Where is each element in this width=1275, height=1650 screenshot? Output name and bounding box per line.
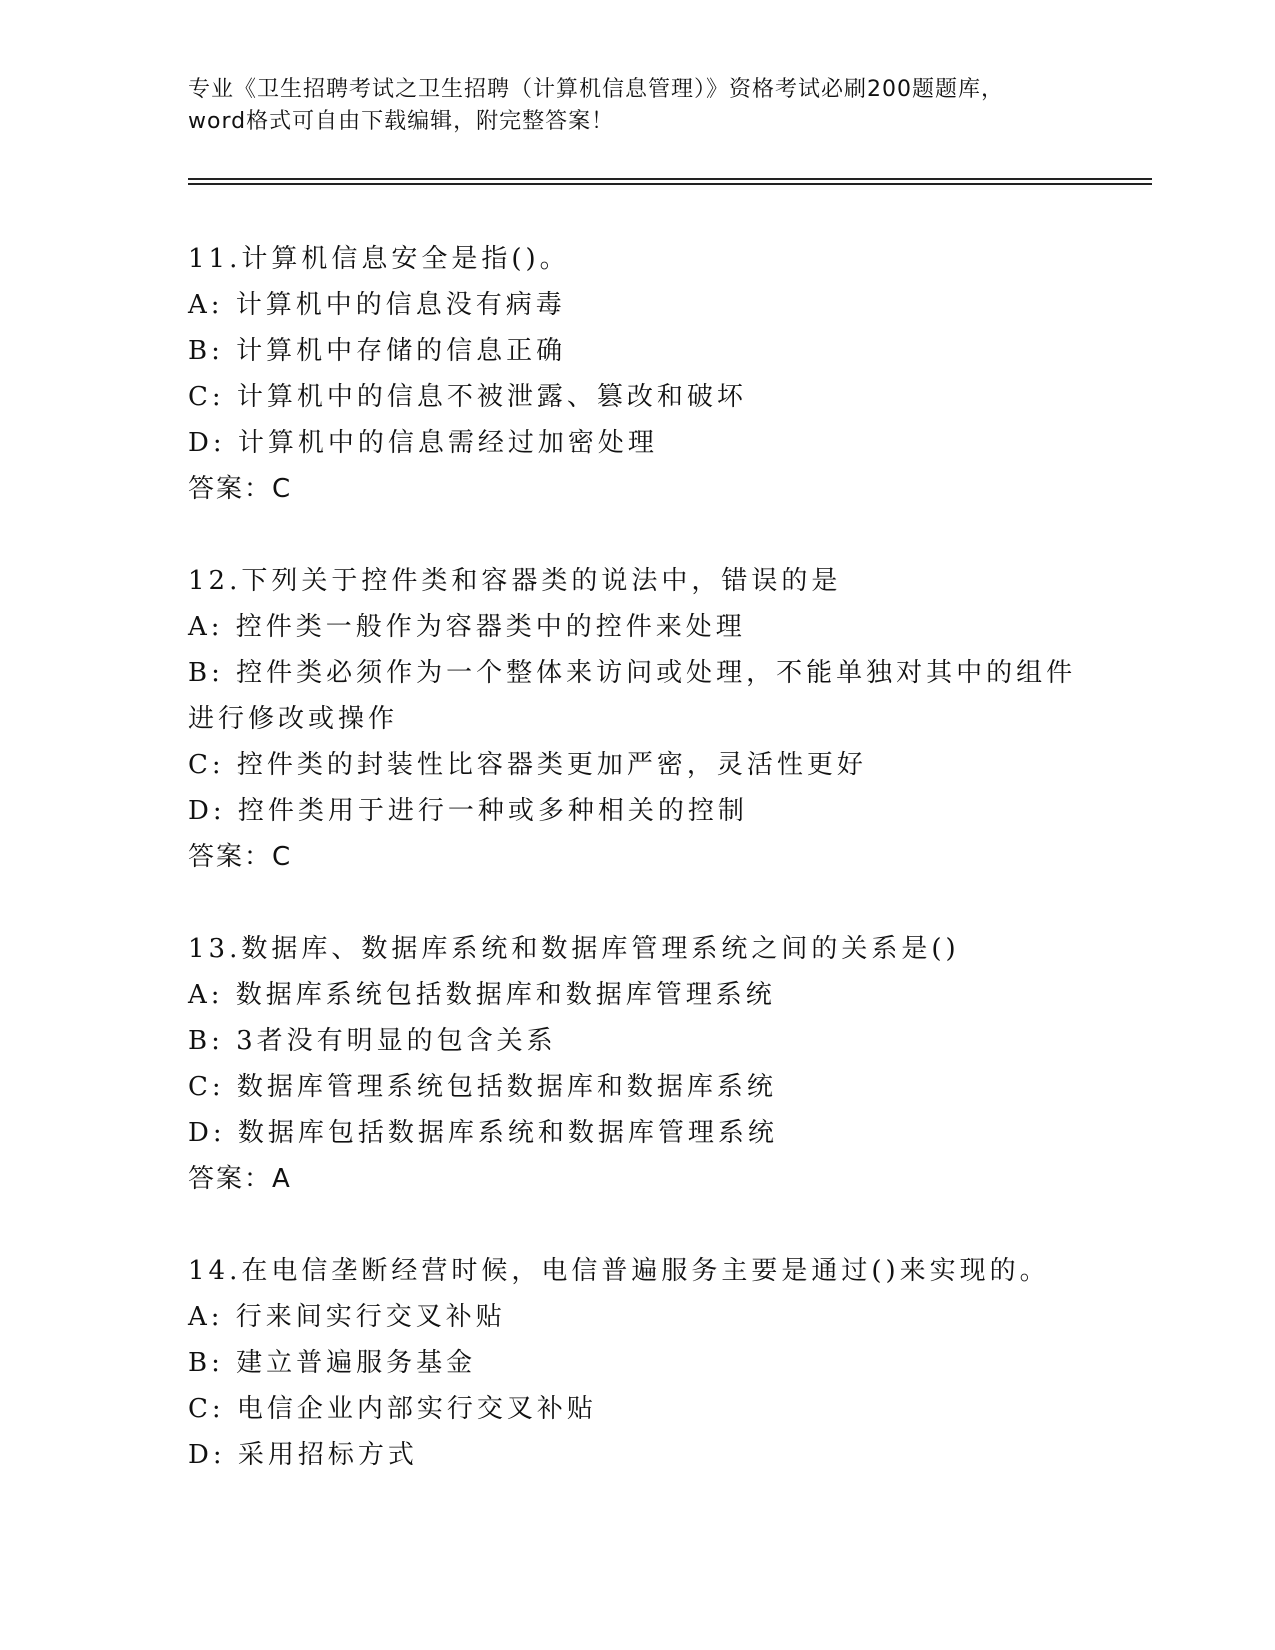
option-b: B: 控件类必须作为一个整体来访问或处理，不能单独对其中的组件进行修改或操作: [188, 658, 1077, 734]
header-line-1: 专业《卫生招聘考试之卫生招聘（计算机信息管理）》资格考试必刷200题题库，: [188, 77, 1004, 102]
document-header: [188, 74, 1088, 138]
option-c: C: 计算机中的信息不被泄露、篡改和破坏: [188, 382, 747, 412]
option-b: B: 计算机中存储的信息正确: [188, 336, 567, 366]
option-b: B: 建立普遍服务基金: [188, 1348, 477, 1378]
option-a: A: 计算机中的信息没有病毒: [188, 290, 566, 320]
option-c: C: 控件类的封装性比容器类更加严密，灵活性更好: [188, 750, 867, 780]
option-d: D: 采用招标方式: [188, 1440, 418, 1470]
header-divider-bottom: [188, 183, 1152, 185]
option-d: D: 控件类用于进行一种或多种相关的控制: [188, 796, 748, 826]
option-a: A: 行来间实行交叉补贴: [188, 1302, 506, 1332]
option-d: D: 数据库包括数据库系统和数据库管理系统: [188, 1118, 778, 1148]
question-stem: 12.下列关于控件类和容器类的说法中，错误的是: [188, 566, 842, 596]
question-stem: 14.在电信垄断经营时候，电信普遍服务主要是通过()来实现的。: [188, 1256, 1050, 1286]
question-11: [188, 236, 1088, 512]
option-a: A: 控件类一般作为容器类中的控件来处理: [188, 612, 746, 642]
option-a: A: 数据库系统包括数据库和数据库管理系统: [188, 980, 776, 1010]
question-list: [188, 236, 1088, 1524]
answer: 答案：C: [188, 474, 293, 504]
option-c: C: 数据库管理系统包括数据库和数据库系统: [188, 1072, 777, 1102]
question-14: [188, 1248, 1088, 1478]
question-12: [188, 558, 1088, 880]
answer: 答案：A: [188, 1164, 292, 1194]
option-b: B: 3者没有明显的包含关系: [188, 1026, 557, 1056]
option-c: C: 电信企业内部实行交叉补贴: [188, 1394, 597, 1424]
question-13: [188, 926, 1088, 1202]
question-stem: 11.计算机信息安全是指()。: [188, 244, 570, 274]
header-line-2: word格式可自由下载编辑，附完整答案！: [188, 109, 615, 134]
answer: 答案：C: [188, 842, 293, 872]
question-stem: 13.数据库、数据库系统和数据库管理系统之间的关系是(): [188, 934, 960, 964]
header-divider-top: [188, 178, 1152, 180]
option-d: D: 计算机中的信息需经过加密处理: [188, 428, 658, 458]
